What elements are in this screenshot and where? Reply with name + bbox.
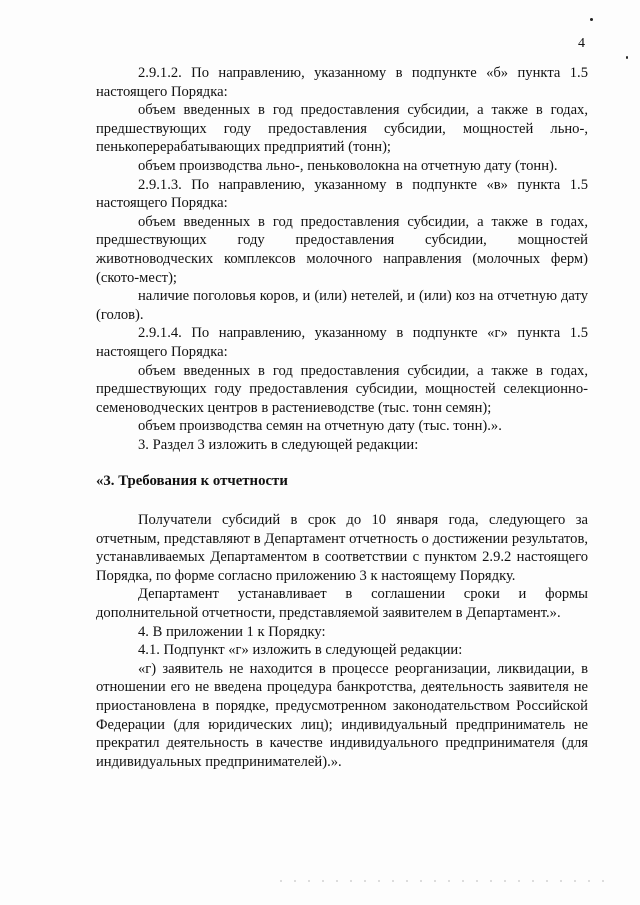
paragraph: объем введенных в год предоставления субсидии, а также в годах, предшествующих году предоставления субсидии, мощностей селекционно-семеноводческих центров в растениеводстве (тыс. тонн семян); — [96, 362, 588, 416]
paragraph: «г) заявитель не находится в процессе реорганизации, ликвидации, в отношении его не введена процедура банкротства, деятельность заявителя не приостановлена в порядке, предусмотренном законодательством Российской Федерации (для юридических лиц); индивидуальный предприниматель не прекратил деятельность в качестве индивидуального предпринимателя (для индивидуальных предпринимателей).». — [96, 660, 588, 770]
paragraph: объем введенных в год предоставления субсидии, а также в годах, предшествующих году предоставления субсидии, мощностей животноводческих комплексов молочного направления (молочных ферм) (ското-мест); — [96, 213, 588, 286]
paragraph: Департамент устанавливает в соглашении сроки и формы дополнительной отчетности, представляемой заявителем в Департамент.». — [96, 586, 588, 622]
scan-artifact — [280, 880, 610, 882]
paragraph: 2.9.1.3. По направлению, указанному в подпункте «в» пункта 1.5 настоящего Порядка: — [96, 176, 588, 212]
paragraph: Получатели субсидий в срок до 10 января года, следующего за отчетным, представляют в Департамент отчетность о достижении результатов, устанавливаемых Департаментом в соответствии с пунктом 2.9.2 настоящего Порядка, по форме согласно приложению 3 к настоящему Порядку. — [96, 512, 588, 584]
paragraph: 4. В приложении 1 к Порядку: — [138, 623, 326, 640]
paragraph: объем введенных в год предоставления субсидии, а также в годах, предшествующих году предоставления субсидии, мощностей льно-, пенькоперерабатывающих предприятий (тонн); — [96, 102, 588, 156]
paragraph: 3. Раздел 3 изложить в следующей редакции: — [138, 436, 419, 453]
paragraph: 2.9.1.4. По направлению, указанному в подпункте «г» пункта 1.5 настоящего Порядка: — [96, 325, 588, 360]
paragraph: 4.1. Подпункт «г» изложить в следующей редакции: — [138, 642, 463, 659]
scan-speck — [626, 56, 628, 59]
paragraph: объем производства семян на отчетную дату (тыс. тонн).». — [138, 418, 502, 435]
paragraph: наличие поголовья коров, и (или) нетелей, и (или) коз на отчетную дату (голов). — [96, 288, 588, 323]
scan-speck — [590, 18, 593, 21]
section-heading: «3. Требования к отчетности — [96, 473, 288, 490]
document-body — [96, 64, 588, 771]
page-number: 4 — [578, 36, 585, 51]
paragraph: 2.9.1.2. По направлению, указанному в подпункте «б» пункта 1.5 настоящего Порядка: — [96, 65, 588, 100]
paragraph: объем производства льно-, пеньковолокна на отчетную дату (тонн). — [138, 157, 558, 174]
